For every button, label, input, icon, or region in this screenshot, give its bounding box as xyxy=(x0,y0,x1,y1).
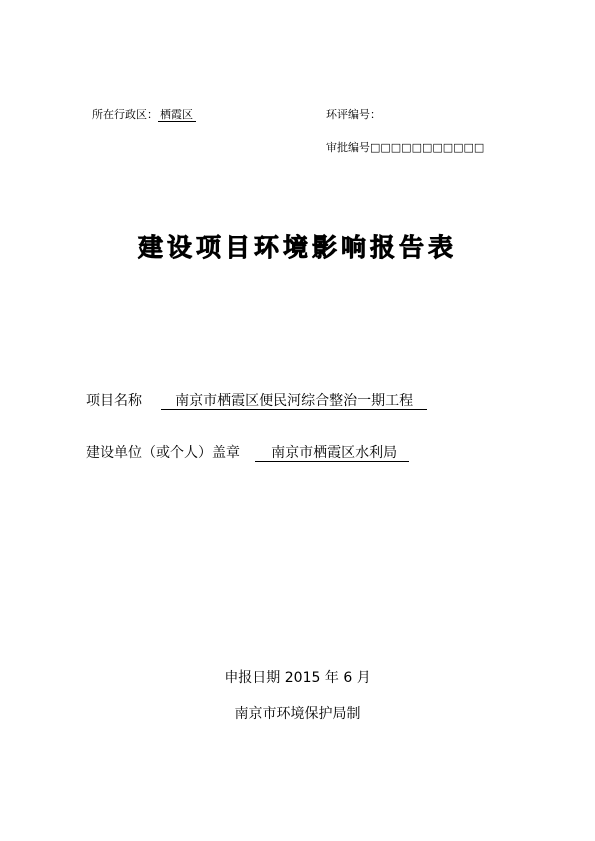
project-name-label: 项目名称 xyxy=(86,393,142,409)
report-date-label: 申报日期 xyxy=(224,670,281,686)
report-month: 6 xyxy=(343,670,353,686)
issuer-text: 南京市环境保护局制 xyxy=(234,706,361,722)
month-char: 月 xyxy=(356,670,371,686)
project-name-value: 南京市栖霞区便民河综合整治一期工程 xyxy=(161,393,427,410)
eia-number-label: 环评编号： xyxy=(326,108,381,121)
year-char: 年 xyxy=(324,670,339,686)
district-label: 所在行政区： xyxy=(92,108,158,121)
project-name-row xyxy=(86,390,427,410)
approval-number-label: 审批编号□□□□□□□□□□□ xyxy=(326,141,485,154)
builder-value: 南京市栖霞区水利局 xyxy=(255,445,409,462)
district-value: 栖霞区 xyxy=(158,108,196,122)
report-date-row xyxy=(0,667,595,687)
document-title: 建设项目环境影响报告表 xyxy=(137,233,457,262)
report-year: 2015 xyxy=(284,670,321,686)
builder-label: 建设单位（或个人）盖章 xyxy=(86,445,240,461)
district-row xyxy=(92,106,196,122)
builder-row xyxy=(86,442,409,462)
